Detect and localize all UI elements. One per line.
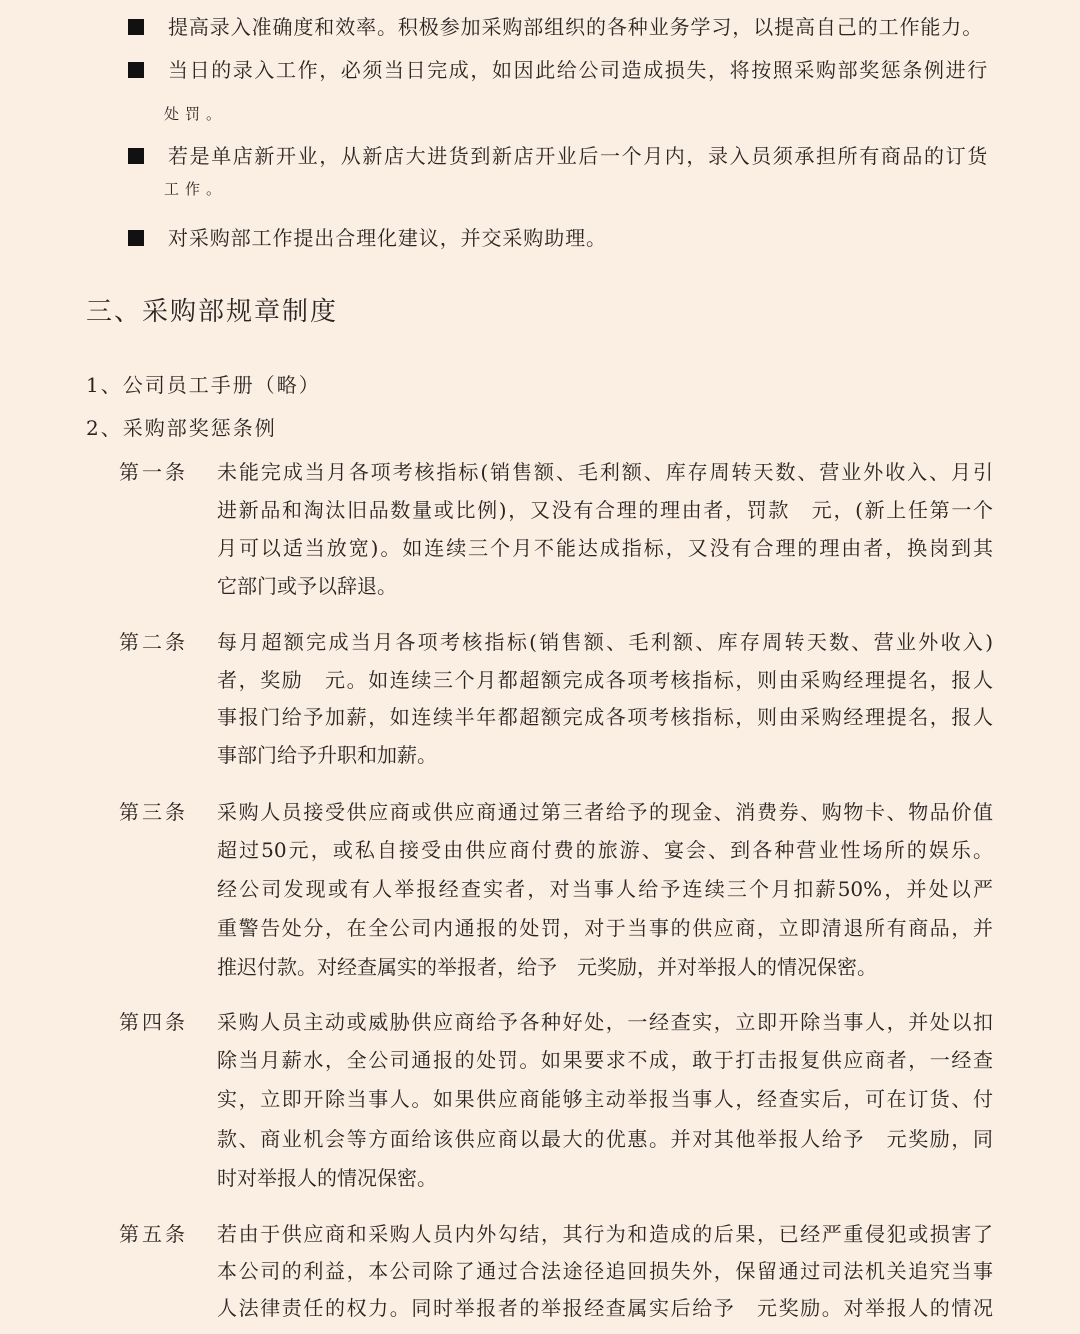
article-line: 月可以适当放宽)。如连续三个月不能达成指标，又没有合理的理由者，换岗到其	[217, 536, 993, 560]
article-line: 采购人员接受供应商或供应商通过第三者给予的现金、消费券、购物卡、物品价值	[217, 800, 993, 824]
square-bullet-icon	[128, 230, 144, 246]
article-line: 者，奖励 元。如连续三个月都超额完成各项考核指标，则由采购经理提名，报人	[217, 668, 993, 692]
square-bullet-icon	[128, 19, 144, 35]
list-item: 1、公司员工手册（略）	[86, 373, 321, 397]
article-line: 进新品和淘汰旧品数量或比例)，又没有合理的理由者，罚款 元，(新上任第一个	[217, 498, 993, 522]
article-line: 时对举报人的情况保密。	[217, 1166, 437, 1190]
article-line: 事部门给予升职和加薪。	[217, 743, 437, 767]
article-line: 推迟付款。对经查属实的举报者，给予 元奖励，并对举报人的情况保密。	[217, 955, 877, 979]
article-label: 第五条	[119, 1222, 188, 1246]
article-line: 款、商业机会等方面给该供应商以最大的优惠。并对其他举报人给予 元奖励，同	[217, 1127, 993, 1151]
article-line: 重警告处分，在全公司内通报的处罚，对于当事的供应商，立即清退所有商品，并	[217, 916, 993, 940]
article-line: 本公司的利益，本公司除了通过合法途径追回损失外，保留通过司法机关追究当事	[217, 1259, 993, 1283]
article-label: 第三条	[119, 800, 188, 824]
article-line: 超过50元，或私自接受由供应商付费的旅游、宴会、到各种营业性场所的娱乐。	[217, 838, 993, 862]
bullet-text: 若是单店新开业，从新店大进货到新店开业后一个月内，录入员须承担所有商品的订货	[168, 144, 989, 168]
article-line: 人法律责任的权力。同时举报者的举报经查属实后给予 元奖励。对举报人的情况	[217, 1296, 993, 1320]
article-label: 第四条	[119, 1010, 188, 1034]
square-bullet-icon	[128, 148, 144, 164]
bullet-text: 提高录入准确度和效率。积极参加采购部组织的各种业务学习，以提高自己的工作能力。	[168, 15, 984, 39]
list-item: 2、采购部奖惩条例	[86, 416, 277, 440]
article-line: 采购人员主动或威胁供应商给予各种好处，一经查实，立即开除当事人，并处以扣	[217, 1010, 993, 1034]
article-label: 第一条	[119, 460, 188, 484]
bullet-continuation: 处罚。	[164, 105, 228, 123]
article-label: 第二条	[119, 630, 188, 654]
article-line: 若由于供应商和采购人员内外勾结，其行为和造成的后果，已经严重侵犯或损害了	[217, 1222, 993, 1246]
bullet-text: 对采购部工作提出合理化建议，并交采购助理。	[168, 226, 607, 250]
square-bullet-icon	[128, 62, 144, 78]
article-line: 未能完成当月各项考核指标(销售额、毛利额、库存周转天数、营业外收入、月引	[217, 460, 993, 484]
bullet-text: 当日的录入工作，必须当日完成，如因此给公司造成损失，将按照采购部奖惩条例进行	[168, 58, 989, 82]
bullet-continuation: 工作。	[164, 180, 228, 198]
article-line: 除当月薪水，全公司通报的处罚。如果要求不成，敢于打击报复供应商者，一经查	[217, 1048, 993, 1072]
article-line: 事报门给予加薪，如连续半年都超额完成各项考核指标，则由采购经理提名，报人	[217, 705, 993, 729]
article-line: 每月超额完成当月各项考核指标(销售额、毛利额、库存周转天数、营业外收入)	[217, 630, 993, 654]
article-line: 实，立即开除当事人。如果供应商能够主动举报当事人，经查实后，可在订货、付	[217, 1087, 993, 1111]
article-line: 经公司发现或有人举报经查实者，对当事人给予连续三个月扣薪50%，并处以严	[217, 877, 993, 901]
section-heading: 三、采购部规章制度	[86, 297, 339, 327]
article-line: 它部门或予以辞退。	[217, 574, 397, 598]
